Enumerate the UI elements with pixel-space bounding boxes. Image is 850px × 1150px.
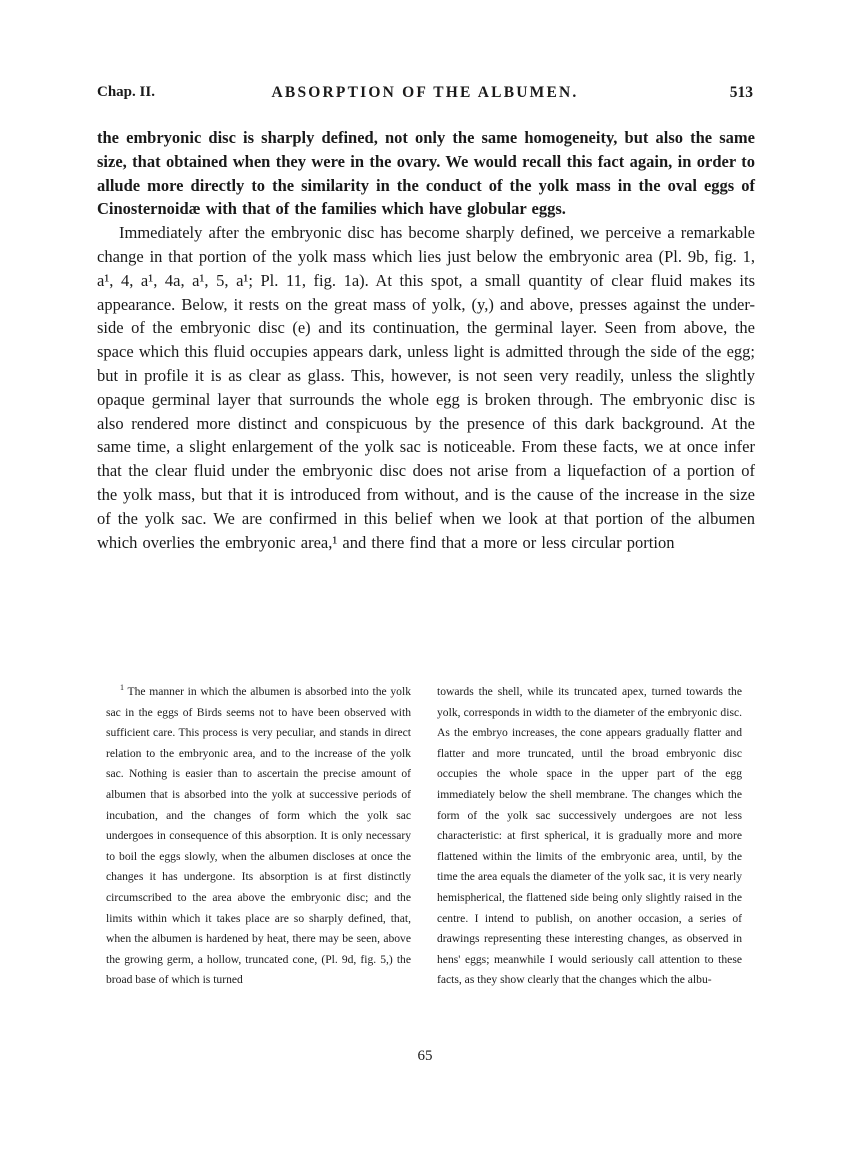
footnote-left-text: The manner in which the albumen is absorbed into the yolk sac in the eggs of Birds seems not to have been observed with sufficient care. This process is very peculiar, and stands in direct relation to the embryonic area, and to the increase of the yolk sac. Nothing is easier than to ascertain the precise amount of albumen that is absorbed into the yolk at successive periods of incubation, and the changes of form which the yolk sac undergoes in consequence of this absorption. It is only necessary to boil the eggs slowly, when the albumen discloses at once the changes it has undergone. Its absorption is at first distinctly circumscribed to the area above the embryonic disc; and the limits within which it takes place are so sharply defined, that, when the albumen is hardened by heat, there may be seen, above the growing germ, a hollow, truncated cone, (Pl. 9d, fig. 5,) the broad base of which is turned: [106, 685, 411, 987]
footnote-right-column: towards the shell, while its truncated apex, turned towards the yolk, corresponds in width to the diameter of the embryonic disc. As the embryo increases, the cone appears gradually flatter and flatter and more truncated, until the broad embryonic disc occupies the whole space in the upper part of the egg immediately below the shell membrane. The changes which the form of the yolk sac successively undergoes are not less characteristic: at first spherical, it is gradually more and more flattened within the limits of the embryonic area, until, by the time the area equals the diameter of the yolk sac, it is very nearly hemispherical, the flattened side being only slightly raised in the centre. I intend to publish, on another occasion, a series of drawings representing these interesting changes, as observed in hens' eggs; meanwhile I would seriously call attention to these facts, as they show clearly that the changes which the albu-: [437, 685, 742, 987]
signature-mark: 65: [417, 1048, 433, 1064]
footnote-marker: 1: [120, 683, 124, 693]
paragraph-continued: the embryonic disc is sharply defined, not only the same homogeneity, but also the same size, that obtained when they were in the ovary. We would recall this fact again, in order to allude more directly to the similarity in the conduct of the yolk mass in the oval eggs of Cinosternoidæ with that of the families which have globular eggs.: [97, 128, 755, 219]
chapter-label: Chap. II.: [97, 84, 155, 100]
page-number: 513: [729, 84, 753, 101]
running-header: [97, 84, 753, 108]
footnote-left-column: [106, 682, 411, 991]
main-text: [97, 126, 755, 554]
paragraph: Immediately after the embryonic disc has become sharply defined, we perceive a remarkable change in that portion of the yolk mass which lies just below the embryonic area (Pl. 9b, fig. 1, a¹, 4, a¹, 4a, a¹, 5, a¹; Pl. 11, fig. 1a). At this spot, a small quantity of clear fluid makes its appearance. Below, it rests on the great mass of yolk, (y,) and above, presses against the under-side of the embryonic disc (e) and its continuation, the germinal layer. Seen from above, the space which this fluid occupies appears dark, unless light is admitted through the side of the egg; but in profile it is as clear as glass. This, however, is not seen very readily, unless the slightly opaque germinal layer that surrounds the whole egg is broken through. The embryonic disc is also rendered more distinct and conspicuous by the presence of this dark background. At the same time, a slight enlargement of the yolk sac is noticeable. From these facts, we at once infer that the clear fluid under the embryonic disc does not arise from a liquefaction of a portion of the yolk mass, but that it is introduced from without, and is the cause of the increase in the size of the yolk sac. We are confirmed in this belief when we look at that portion of the albumen which overlies the embryonic area,¹ and there find that a more or less circular portion: [97, 223, 755, 552]
running-title: ABSORPTION OF THE ALBUMEN.: [271, 84, 579, 101]
